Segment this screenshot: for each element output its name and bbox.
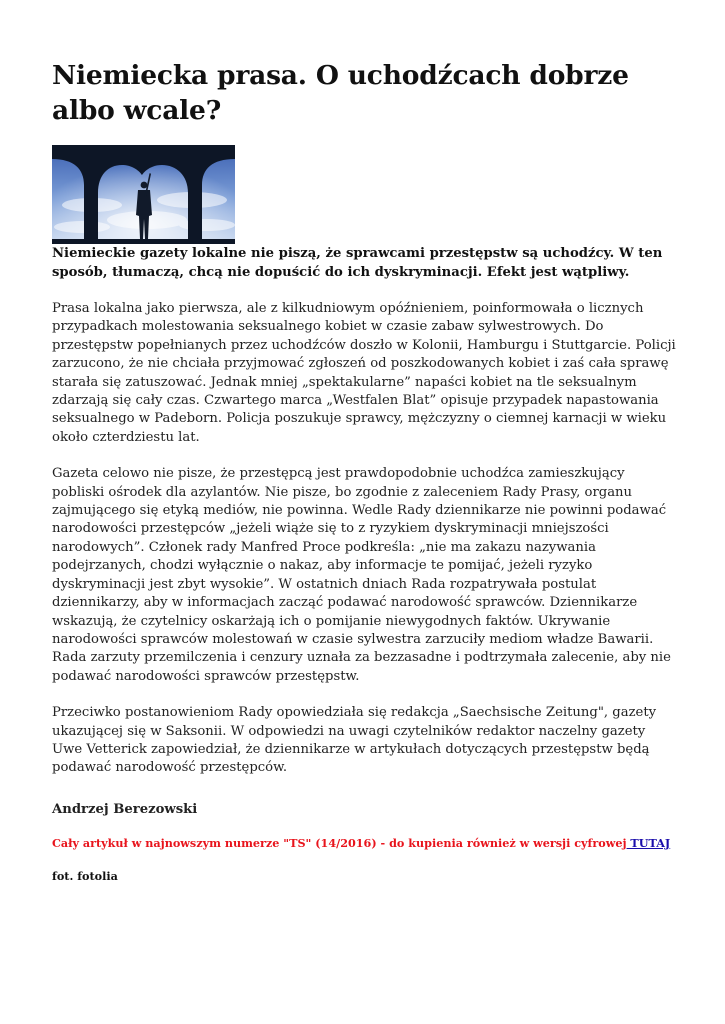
article-title: Niemiecka prasa. O uchodźcach dobrze albo wcale? — [52, 60, 629, 126]
article — [52, 0, 677, 883]
photo-credit: fot. fotolia — [52, 868, 118, 883]
promo-link[interactable]: TUTAJ — [626, 835, 671, 850]
article-paragraph-3: Przeciwko postanowieniom Rady opowiedziała się redakcja „Saechsische Zeitung", gazety ukazującej się w Saksonii. W odpowiedzi na uwagi czytelników redaktor naczelny gazety Uwe Vetterick zapowiedział, że dziennikarze w artykułach dotyczących przestępstw będą podawać narodowość przestępców. — [52, 705, 657, 776]
promo-notice — [52, 836, 677, 850]
article-image — [52, 145, 235, 244]
promo-text: Cały artykuł w najnowszym numerze "TS" (14/2016) - do kupienia również w wersji cyfrowej — [52, 835, 627, 850]
article-paragraph-1: Prasa lokalna jako pierwsza, ale z kilkudniowym opóźnieniem, poinformowała o licznych przypadkach molestowania seksualnego kobiet w czasie zabaw sylwestrowych. Do przestępstw popełnianych przez uchodźców doszło w Kolonii, Hamburgu i Stuttgarcie. Policji zarzucono, że nie chciała przyjmować zgłoszeń od poszkodowanych kobiet i zaś cała sprawę starała się zatuszować. Jednak mniej „spektakularne” napaści kobiet na tle seksualnym zdarzają się cały czas. Czwartego marca „Westfalen Blat” opisuje przypadek napastowania seksualnego w Padeborn. Policja poszukuje sprawcy, mężczyzny o ciemnej karnacji w wieku około czterdziestu lat. — [52, 301, 676, 445]
article-author: Andrzej Berezowski — [52, 801, 198, 817]
article-paragraph-2: Gazeta celowo nie pisze, że przestępcą jest prawdopodobnie uchodźca zamieszkujący pobliski ośrodek dla azylantów. Nie pisze, bo zgodnie z zaleceniem Rady Prasy, organu zajmującego się etyką mediów, nie powinna. Wedle Rady dziennikarze nie powinni podawać narodowości przestępców „jeżeli wiąże się to z ryzykiem dyskryminacji mniejszości narodowych”. Członek rady Manfred Proce podkreśla: „nie ma zakazu nazywania podejrzanych, chodzi wyłącznie o nakaz, aby informacje te pomijać, jeżeli ryzyko dyskryminacji jest zbyt wysokie”. W ostatnich dniach Rada rozpatrywała postulat dziennikarzy, aby w informacjach zacząć podawać narodowość sprawców. Dziennikarze wskazują, że czytelnicy oskarżają ich o pomijanie niewygodnych faktów. Ukrywanie narodowości sprawców molestowań w czasie sylwestra zarzuciły mediom władze Bawarii. Rada zarzuty przemilczenia i cenzury uznała za bezzasadne i podtrzymała zalecenie, aby nie podawać narodowości sprawców przestępstw. — [52, 466, 671, 684]
article-lead: Niemieckie gazety lokalne nie piszą, że sprawcami przestępstw są uchodźcy. W ten sposób, tłumaczą, chcą nie dopuścić do ich dyskryminacji. Efekt jest wątpliwy. — [52, 246, 663, 280]
